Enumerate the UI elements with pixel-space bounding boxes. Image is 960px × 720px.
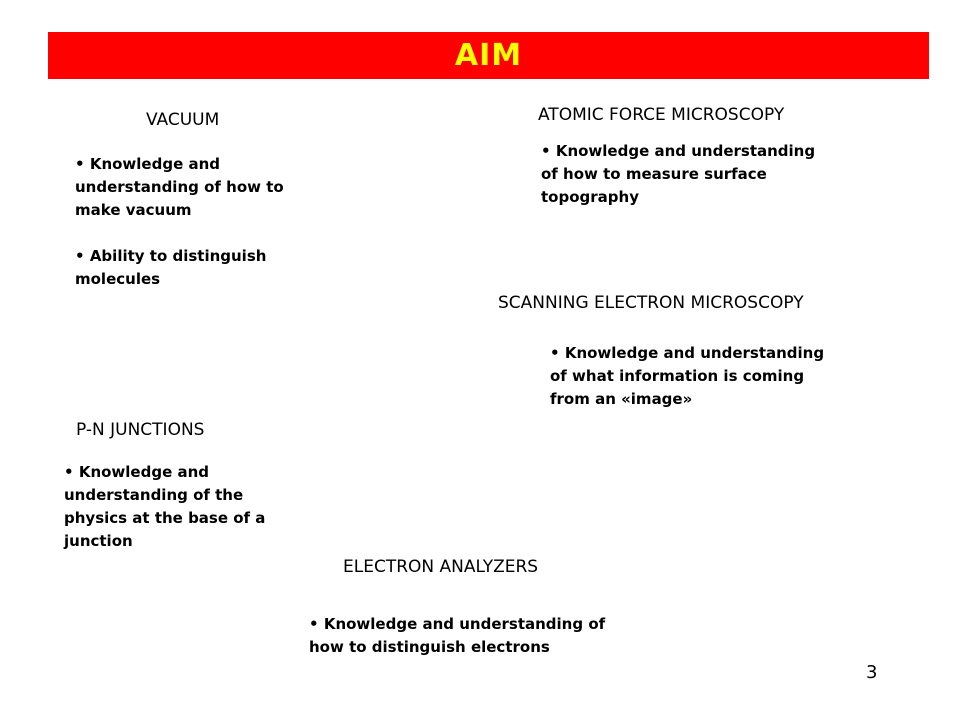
bullet-text: Knowledge and understanding of the physics at the base of a junction (64, 463, 266, 550)
bullet-text: Knowledge and understanding of what information is coming from an «image» (550, 344, 825, 408)
bullet-text: Knowledge and understanding of how to make vacuum (75, 155, 284, 219)
slide-title: AIM (454, 38, 523, 73)
bullet-dot-icon: • (75, 155, 85, 173)
bullet-sem-1 (550, 342, 845, 411)
section-heading-sem: SCANNING ELECTRON MICROSCOPY (498, 293, 804, 313)
bullet-dot-icon: • (541, 142, 551, 160)
bullet-dot-icon: • (64, 463, 74, 481)
bullet-text: Knowledge and understanding of how to distinguish electrons (309, 615, 606, 656)
bullet-text: Ability to distinguish molecules (75, 247, 267, 288)
bullet-dot-icon: • (309, 615, 319, 633)
bullet-analyzers-1 (309, 613, 634, 659)
section-heading-pn-junctions: P-N JUNCTIONS (76, 420, 205, 440)
bullet-vacuum-2 (75, 245, 290, 291)
page-number: 3 (866, 662, 878, 683)
title-banner (48, 32, 929, 79)
bullet-vacuum-1 (75, 153, 290, 222)
bullet-dot-icon: • (550, 344, 560, 362)
bullet-pn-1 (64, 461, 289, 553)
bullet-text: Knowledge and understanding of how to measure surface topography (541, 142, 816, 206)
section-heading-afm: ATOMIC FORCE MICROSCOPY (538, 105, 785, 125)
section-heading-vacuum: VACUUM (146, 110, 220, 130)
bullet-dot-icon: • (75, 247, 85, 265)
section-heading-electron-analyzers: ELECTRON ANALYZERS (343, 557, 539, 577)
bullet-afm-1 (541, 140, 836, 209)
